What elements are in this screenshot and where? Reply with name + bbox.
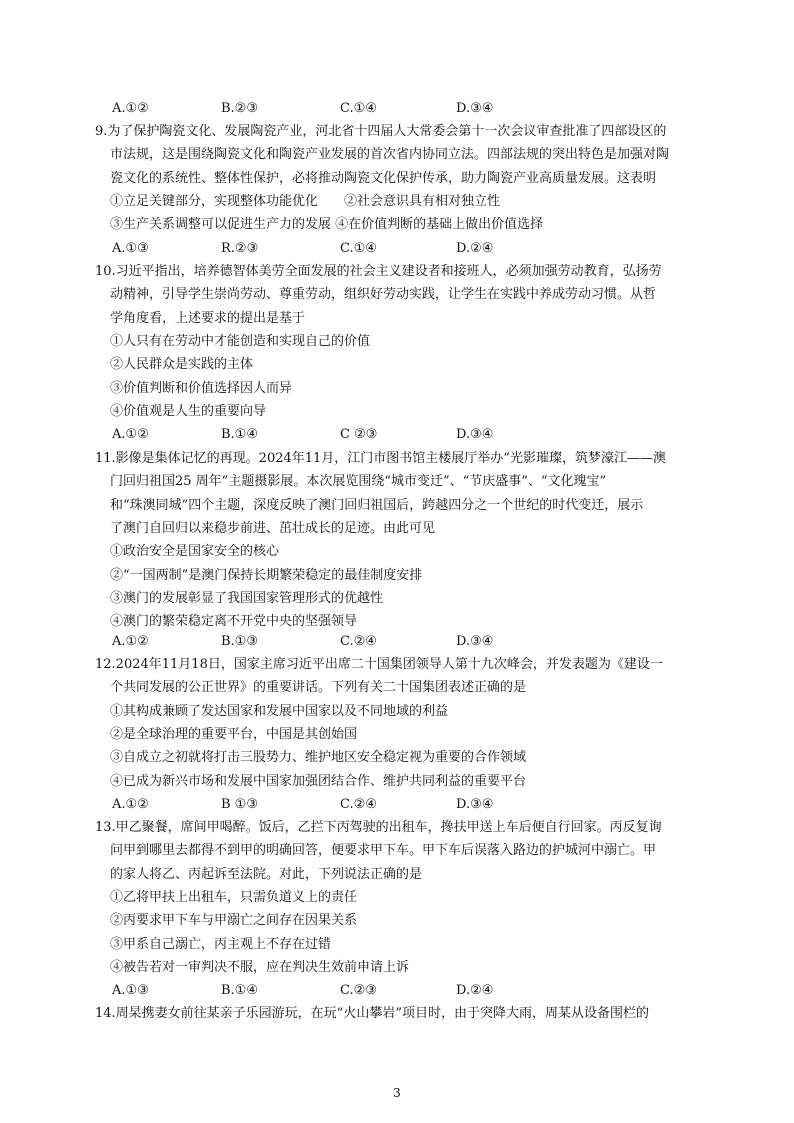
answer-option: A.①② (112, 427, 149, 442)
question-line: ①人只有在劳动中才能创造和实现自己的价值 (110, 333, 371, 349)
question-line: 动精神，引导学生崇尚劳动、尊重劳动，组织好劳动实践，让学生在实践中养成劳动习惯。从哲 (110, 287, 657, 303)
question-line: 问甲到哪里去都得不到甲的明确回答，便要求甲下车。甲下车后误落入路边的护城河中溺亡。甲 (110, 843, 657, 859)
page-number: 3 (393, 1086, 401, 1100)
answer-option: C.①④ (340, 101, 377, 116)
question-line: ④价值观是人生的重要向导 (110, 403, 267, 419)
question-line: ④澳门的繁荣稳定离不开党中央的坚强领导 (110, 614, 358, 630)
answer-option: A.①③ (112, 983, 149, 998)
answer-option: A.①③ (112, 241, 149, 256)
answer-option: C ②③ (340, 427, 378, 442)
answer-option: B ①③ (221, 797, 258, 812)
answer-option: C.②③ (340, 983, 377, 998)
answer-option: B.①③ (221, 634, 258, 649)
answer-option: D.③④ (456, 101, 494, 116)
question-stem: 14.周杲携妻女前往某亲子乐园游玩，在玩“火山攀岩”项目时，由于突降大雨，周某从设备围栏的 (95, 1006, 649, 1021)
answer-option: A.①② (112, 634, 149, 649)
answer-option: D.③④ (456, 427, 494, 442)
question-line: ④已成为新兴市场和发展中国家加强团结合作、维护共同利益的重要平台 (110, 773, 527, 789)
question-line: 门回归祖国25 周年”主题摄影展。本次展览围绕“城市变迁”、“节庆盛事”、“文化瑰宝” (110, 474, 607, 490)
question-line: ③生产关系调整可以促进生产力的发展 ④在价值判断的基础上做出价值选择 (110, 217, 544, 233)
question-line: ①其构成兼顾了发达国家和发展中国家以及不同地域的利益 (110, 703, 449, 719)
answer-option: R.②③ (221, 241, 259, 256)
question-stem: 13.甲乙聚餐，席间甲喝醉。饭后，乙拦下丙驾驶的出租车，搀扶甲送上车后便自行回家。丙反复询 (95, 820, 662, 835)
answer-option: B.②③ (221, 101, 258, 116)
answer-option: A.①② (112, 797, 149, 812)
answer-option: B.①④ (221, 427, 258, 442)
answer-option: D.③④ (456, 634, 494, 649)
question-line: ①立足关键部分，实现整体功能优化 ②社会意识具有相对独立性 (110, 193, 501, 209)
question-line: ①政治安全是国家安全的核心 (110, 544, 280, 560)
question-line: 瓷文化的系统性、整体性保护，必将推动陶瓷文化保护传承，助力陶瓷产业高质量发展。这表明 (110, 170, 657, 186)
question-stem: 12.2024年11月18日，国家主席习近平出席二十国集团领导人第十九次峰会，并发表题为《建设一 (95, 657, 663, 672)
question-line: ③自成立之初就将打击三股势力、维护地区安全稳定视为重要的合作领域 (110, 750, 527, 766)
question-line: ②丙要求甲下车与甲溺亡之间存在因果关系 (110, 913, 358, 929)
question-stem: 11.影像是集体记忆的再现。2024年11月，江门市图书馆主楼展厅举办“光影璀璨，筑梦濠江——澳 (95, 451, 666, 466)
answer-option: D.②④ (456, 241, 494, 256)
answer-option: D.②④ (456, 983, 494, 998)
question-line: ②“一国两制”是澳门保持长期繁荣稳定的最佳制度安排 (110, 567, 423, 583)
question-stem: 10.习近平指出，培养德智体美劳全面发展的社会主义建设者和接班人，必须加强劳动教育，弘扬劳 (95, 264, 662, 279)
question-line: 学角度看，上述要求的提出是基于 (110, 310, 306, 326)
question-line: 市法规，这是围绕陶瓷文化和陶瓷产业发展的首次省内协同立法。四部法规的突出特色是加强对陶 (110, 147, 670, 163)
answer-option: C.②④ (340, 797, 377, 812)
question-line: ②是全球治理的重要平台，中国是其创始国 (110, 726, 358, 742)
question-line: ④被告若对一审判决不服，应在判决生效前申请上诉 (110, 959, 410, 975)
question-line: ①乙将甲扶上出租车，只需负道义上的责任 (110, 889, 358, 905)
question-stem: 9.为了保护陶瓷文化、发展陶瓷产业，河北省十四届人大常委会第十一次会议审查批准了四部设区的 (95, 124, 667, 139)
question-line: ②人民群众是实践的主体 (110, 357, 254, 373)
question-line: ③价值判断和价值选择因人而异 (110, 380, 293, 396)
answer-option: C.②④ (340, 634, 377, 649)
question-line: 和“珠澳同城”四个主题，深度反映了澳门回归祖国后，跨越四分之一个世纪的时代变迁，展示 (110, 497, 644, 513)
answer-option: A.①② (112, 101, 149, 116)
question-line: 了澳门自回归以来稳步前进、茁壮成长的足迹。由此可见 (110, 520, 436, 536)
answer-option: C.①④ (340, 241, 377, 256)
answer-option: D.③④ (456, 797, 494, 812)
question-line: ③澳门的发展彰显了我国国家管理形式的优越性 (110, 590, 384, 606)
question-line: 个共同发展的公正世界》的重要讲话。下列有关二十国集团表述正确的是 (110, 680, 527, 696)
answer-option: B.①④ (221, 983, 258, 998)
question-line: 的家人将乙、丙起诉至法院。对此，下列说法正确的是 (110, 866, 423, 882)
question-line: ③甲系自己溺亡，丙主观上不存在过错 (110, 936, 332, 952)
